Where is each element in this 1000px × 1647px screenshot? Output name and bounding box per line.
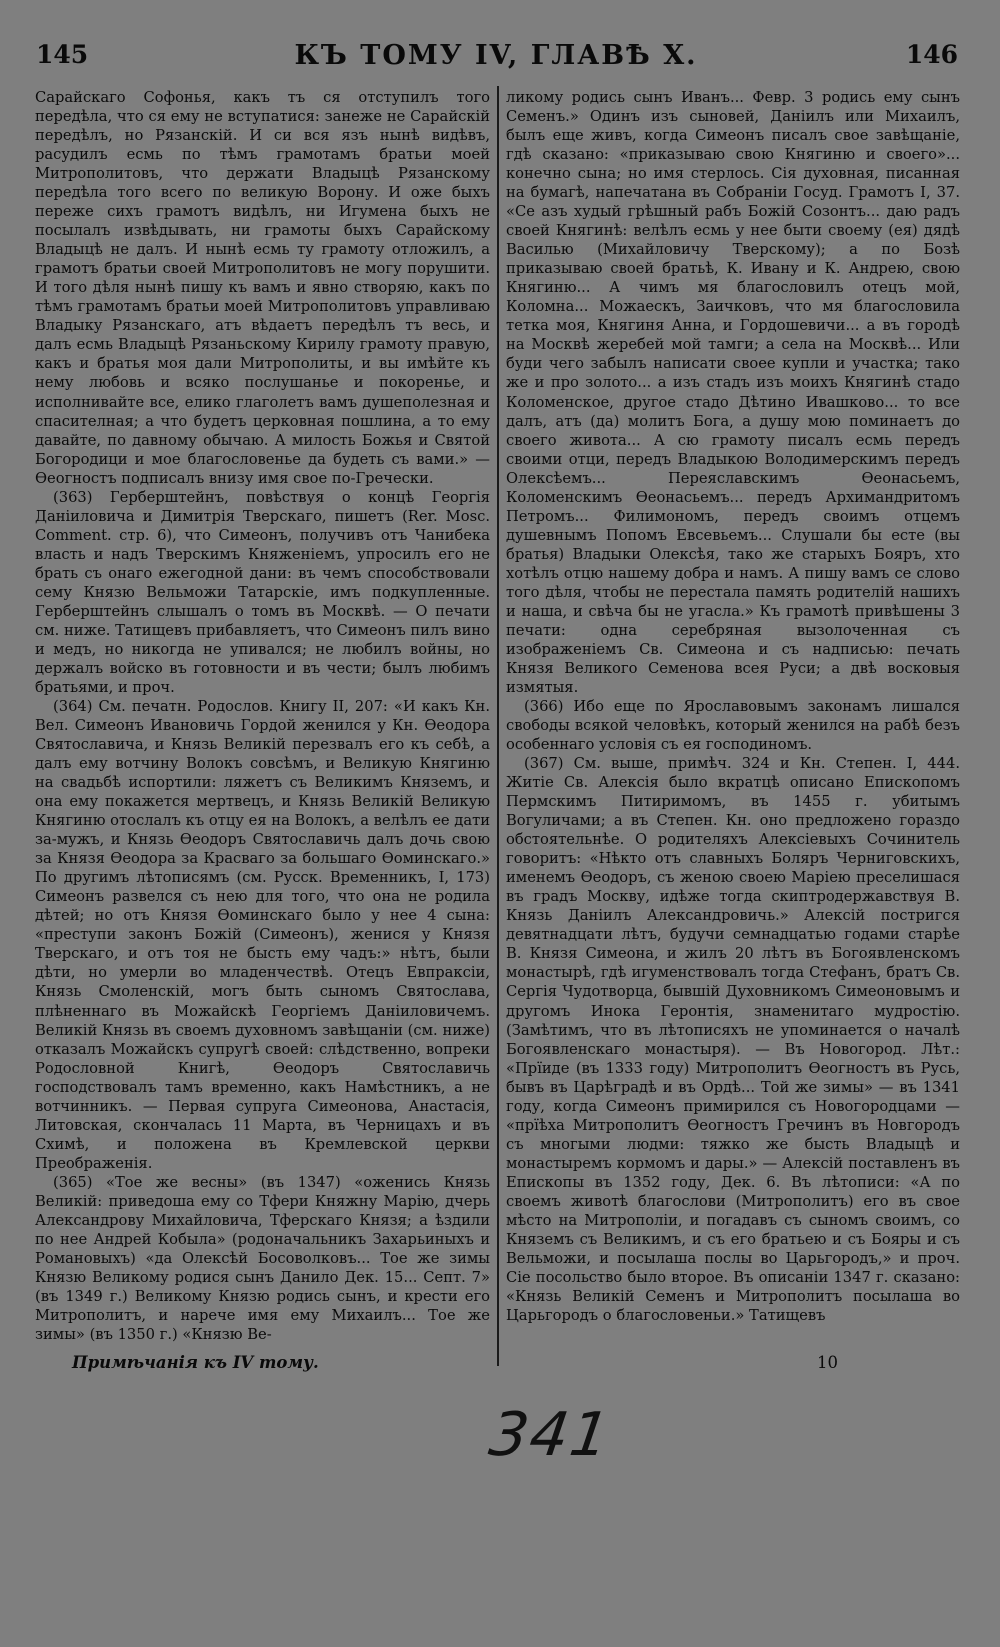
running-title: КЪ ТОМУ IV, ГЛАВѢ Х. (294, 40, 698, 71)
column-divider (497, 86, 499, 1366)
left-column (35, 88, 490, 1344)
footer-signature: Примѣчанія къ IV тому. (72, 1353, 319, 1372)
paragraph: ликому родись сынъ Иванъ... Февр. 3 родись ему сынъ Семенъ.» Одинъ изъ сыновей, Даніилъ или Михаилъ, былъ еще живъ, когда Симеонъ писалъ свое завѣщаніе, гдѣ сказано: «приказываю свою Княгиню и своего»... конечно сына; но имя стерлось. Сія духовная, писанная на бумагѣ, напечатана въ Собраніи Госуд. Грамотъ I, 37. «Се азъ худый грѣшный рабъ Божій Созонтъ... даю радъ своей Княгинѣ: велѣлъ есмь у нее быти своему (ея) дядѣ Василью (Михайловичу Тверскому); а по Бозѣ приказываю своей братьѣ, К. Ивану и К. Андрею, свою Княгиню... А чимъ мя благословилъ отецъ мой, Коломна... Можаескъ, Заичковъ, что мя благословила тетка моя, Княгиня Анна, и Гордошевичи... а въ городѣ на Москвѣ жеребей мой тамги; а села на Москвѣ... Или буди чего забылъ написати своее купли и участка; тако же и про золото... а изъ стадъ изъ моихъ Княгинѣ стадо Коломенское, другое стадо Дѣтино Ивашково... то все далъ, атъ (да) молитъ Бога, а душу мою поминаетъ до своего живота... А сю грамоту писалъ есмь передъ своими отци, передъ Владыкою Володимерскимъ передъ Олексѣемъ... Переяславскимъ Ѳеонасьемъ, Коломенскимъ Ѳеонасьемъ... передъ Архимандритомъ Петромъ... Филимономъ, передъ своимъ отцемъ душевнымъ Попомъ Евсевьемъ... Слушали бы есте (вы братья) Владыки Олексѣя, тако же старыхъ Бояръ, хто хотѣлъ отцю нашему добра и намъ. А пишу вамъ се слово того дѣля, чтобы не перестала память родителій нашихъ и наша, и свѣча бы не угасла.» Къ грамотѣ привѣшены 3 печати: одна серебряная вызолоченная съ изображеніемъ Св. Симеона и съ надписью: печать Князя Великого Семенова всея Руси; а двѣ восковыя измятыя. (506, 89, 960, 696)
note-365: (365) «Тое же весны» (въ 1347) «оженись Князь Великій: приведоша ему со Тфери Княжну Марію, дчерь Александрову Михайловича, Тферскаго Князя; а ѣздили по нее Андрей Кобыла» (родоначальникъ Захарьиныхъ и Романовыхъ) «да Олексѣй Босоволковъ... Тое же зимы Князю Великому родися сынъ Данило Дек. 15... Септ. 7» (въ 1349 г.) Великому Князю родись сынъ, и крести его Митрополитъ, и нарече имя ему Михаилъ... Тое же зимы» (въ 1350 г.) «Князю Ве- (35, 1173, 490, 1344)
paragraph: Сарайскаго Софонья, какъ тъ ся отступилъ того передѣла, что ся ему не вступатися: занеже не Сарайскій передѣлъ, но Рязанскій. И си вся язъ нынѣ видѣвъ, расудилъ есмь по тѣмъ грамотамъ братьи моей Митрополитовъ, что держати Владыцѣ Рязанскому передѣла того всего по великую Ворону. И оже быхъ переже сихъ грамотъ видѣлъ, ни Игумена быхъ не посылалъ извѣдывать, ни грамоты быхъ Сарайскому Владыцѣ не далъ. И нынѣ есмь ту грамоту отложилъ, а грамотъ братьи своей Митрополитовъ не могу порушити. И того дѣля нынѣ пишу къ вамъ и явно створяю, какъ по тѣмъ грамотамъ братьи моей Митрополитовъ управливаю Владыку Рязанскаго, атъ вѣдаетъ передѣлъ тъ весь, и далъ есмь Владыцѣ Рязаньскому Кирилу грамоту правую, какъ и братья моя дали Митрополиты, и вы имѣйте къ нему любовь и всяко послушанье и покоренье, и исполнивайте все, елико глаголетъ вамъ душеполезная и спасителная; а что будетъ церковная пошлина, а то ему давайте, по давному обычаю. А милость Божья и Святой Богородици и мое благословенье да будеть съ вами.» — Ѳеогностъ подписалъ внизу имя свое по-Гречески. (35, 89, 490, 487)
right-column (506, 88, 960, 1325)
note-363: (363) Герберштейнъ, повѣствуя о концѣ Георгія Даніиловича и Димитрія Тверскаго, пишетъ (Rer. Mosc. Comment. стр. 6), что Симеонъ, получивъ отъ Чанибека власть и надъ Тверскимъ Княженіемъ, упросилъ его не брать съ онаго ежегодной дани: въ чемъ способствовали сему Князю Вельможи Татарскіе, имъ подкупленные. Герберштейнъ слышалъ о томъ въ Москвѣ. — О печати см. ниже. Татищевъ прибавляетъ, что Симеонъ пилъ вино и медъ, но никогда не упивался; не любилъ войны, но держалъ войско въ готовности и въ чести; былъ любимъ братьями, и проч. (35, 488, 490, 696)
footer-sheet-number: 10 (817, 1353, 838, 1372)
page-number-left: 145 (36, 40, 89, 69)
note-364: (364) См. печатн. Родослов. Книгу II, 207: «И какъ Кн. Вел. Симеонъ Ивановичь Гордой женился у Кн. Ѳеодора Святославича, и Князь Великій перезвалъ его къ себѣ, а далъ ему вотчину Волокъ совсѣмъ, и Великую Княгиню на свадьбѣ испортили: ляжетъ съ Великимъ Княземъ, и она ему покажется мертвецъ, и Князь Великій Великую Княгиню отослалъ къ отцу ея на Волокъ, а велѣлъ ее дати за-мужъ, и Князь Ѳеодоръ Святославичь далъ дочь свою за Князя Ѳеодора за Красваго за большаго Ѳоминскаго.» По другимъ лѣтописямъ (см. Русск. Временникъ, I, 173) Симеонъ развелся съ нею для того, что она не родила дѣтей; но отъ Князя Ѳоминскаго было у нее 4 сына: «преступи законъ Божій (Симеонъ), женися у Князя Тверскаго, и отъ тоя не бысть ему чадъ:» нѣтъ, были дѣти, но умерли во младенчествѣ. Отецъ Евпраксіи, Князь Смоленскій, могъ быть сыномъ Святослава, плѣненнаго въ Можайскѣ Георгіемъ Даніиловичемъ. Великій Князь въ своемъ духовномъ завѣщаніи (см. ниже) отказалъ Можайскъ супругѣ своей: слѣдственно, вопреки Родословной Книгѣ, Ѳеодоръ Святославичь господствовалъ тамъ временно, какъ Намѣстникъ, а не вотчинникъ. — Первая супруга Симеонова, Анастасія, Литовская, скончалась 11 Марта, въ Черницахъ и въ Схимѣ, и положена въ Кремлевской церкви Преображенія. (35, 698, 490, 1172)
note-367: (367) См. выше, примѣч. 324 и Кн. Степен. I, 444. Житіе Св. Алексія было вкратцѣ описано Епископомъ Пермскимъ Питиримомъ, въ 1455 г. убитымъ Вогуличами; а въ Степен. Кн. оно предложено гораздо обстоятельнѣе. О родителяхъ Алексіевыхъ Сочинитель говоритъ: «Нѣкто отъ славныхъ Боляръ Черниговскихъ, именемъ Ѳеодоръ, съ женою своею Маріею преселишася въ градъ Москву, идѣже тогда скиптродержавствуя В. Князь Даніилъ Александровичь.» Алексій постригся девятнадцати лѣтъ, будучи семнадцатью годами старѣе В. Князя Симеона, и жилъ 20 лѣтъ въ Богоявленскомъ монастырѣ, гдѣ игуменствовалъ тогда Стефанъ, братъ Св. Сергія Чудотворца, бывшій Духовникомъ Симеоновымъ и другомъ Инока Геронтія, знаменитаго мудростію. (Замѣтимъ, что въ лѣтописяхъ не упоминается о началѣ Богоявленскаго монастыря). — Въ Новогород. Лѣт.: «Прїиде (въ 1333 году) Митрополитъ Ѳеогностъ въ Русь, бывъ въ Царѣградѣ и въ Ордѣ... Той же зимы» — въ 1341 году, когда Симеонъ примирился съ Новогородцами — «прїѣха Митрополитъ Ѳеогностъ Гречинъ въ Новгородъ съ многыми людми: тяжко же бысть Владыцѣ и монастыремъ кормомъ и дары.» — Алексій поставленъ въ Епископы въ 1352 году, Дек. 6. Въ лѣтописи: «А по своемъ животѣ благослови (Митрополитъ) его въ свое мѣсто на Митрополіи, и погадавъ съ сыномъ своимъ, со Княземъ съ Великимъ, и съ его братьею и съ Бояры и съ Вельможи, и посылаша послы во Царьгородъ,» и проч. Сіе посольство было второе. Въ описаніи 1347 г. сказано: «Князь Великій Семенъ и Митрополитъ посылаша во Царьгородъ о благословеньи.» Татищевъ (506, 755, 960, 1324)
page-number-right: 146 (905, 40, 958, 69)
page-header (34, 40, 958, 76)
note-366: (366) Ибо еще по Ярославовымъ законамъ лишался свободы всякой человѣкъ, который женился на рабѣ безъ особеннаго условія съ ея господиномъ. (506, 698, 960, 754)
handwritten-page-number: 341 (485, 1400, 616, 1470)
